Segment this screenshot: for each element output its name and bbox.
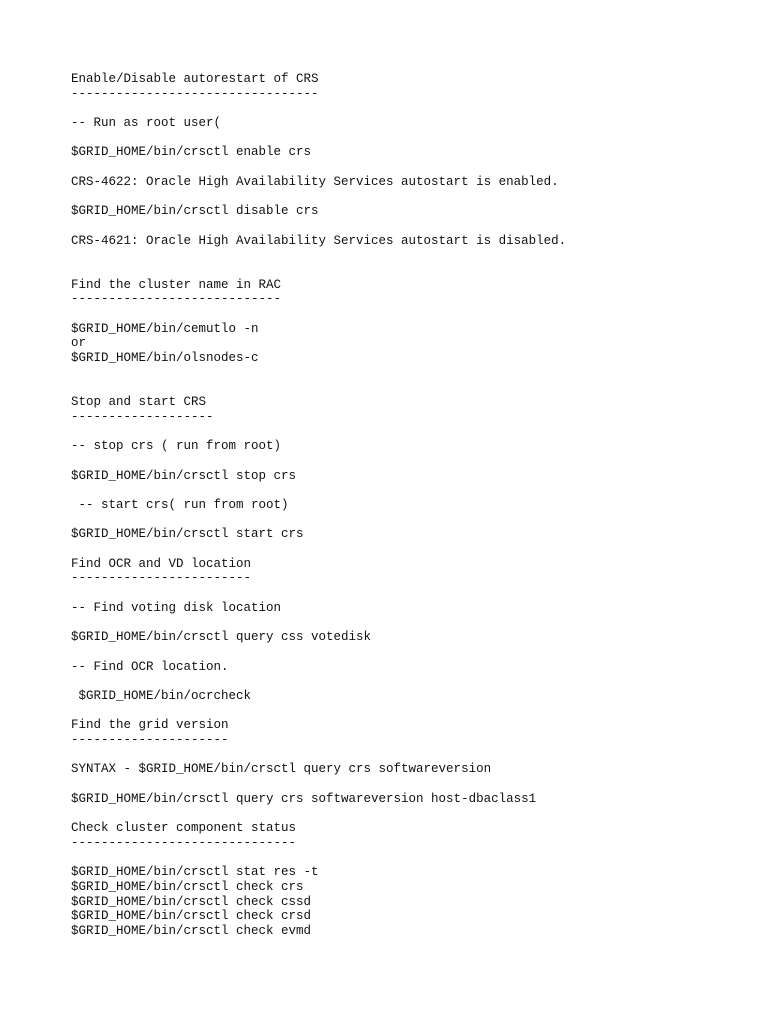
- blank-line: [71, 160, 731, 175]
- blank-line: [71, 483, 731, 498]
- blank-line: [71, 190, 731, 205]
- text-line: Find OCR and VD location: [71, 556, 252, 571]
- text-line: Find the cluster name in RAC: [71, 277, 282, 292]
- blank-line: [71, 586, 731, 601]
- text-line: $GRID_HOME/bin/crsctl check evmd: [71, 923, 312, 938]
- blank-line: [71, 380, 731, 395]
- text-line: CRS-4622: Oracle High Availability Services autostart is enabled.: [71, 174, 559, 189]
- text-line: -- Find OCR location.: [71, 659, 229, 674]
- blank-line: [71, 615, 731, 630]
- text-line: -- start crs( run from root): [71, 497, 289, 512]
- text-line: $GRID_HOME/bin/crsctl disable crs: [71, 204, 319, 219]
- blank-line: [71, 542, 731, 557]
- text-line: $GRID_HOME/bin/crsctl stat res -t: [71, 865, 319, 880]
- text-line: Stop and start CRS: [71, 395, 207, 410]
- text-line: Enable/Disable autorestart of CRS: [71, 72, 319, 86]
- heading-underline: ------------------------: [71, 571, 252, 586]
- blank-line: [71, 674, 731, 689]
- text-line: Find the grid version: [71, 718, 229, 733]
- text-line: $GRID_HOME/bin/crsctl query crs softwareversion host-dbaclass1: [71, 791, 537, 806]
- blank-line: [71, 806, 731, 821]
- heading-underline: ----------------------------: [71, 292, 282, 307]
- text-line: $GRID_HOME/bin/crsctl query css votedisk: [71, 630, 372, 645]
- text-line: $GRID_HOME/bin/crsctl check crs: [71, 879, 304, 894]
- blank-line: [71, 513, 731, 528]
- text-line: $GRID_HOME/bin/crsctl check crsd: [71, 909, 312, 924]
- text-line: $GRID_HOME/bin/crsctl stop crs: [71, 468, 297, 483]
- blank-line: [71, 645, 731, 660]
- text-line: -- stop crs ( run from root): [71, 439, 282, 454]
- blank-line: [71, 704, 731, 719]
- blank-line: [71, 366, 731, 381]
- text-line: $GRID_HOME/bin/crsctl start crs: [71, 527, 304, 542]
- document-page: [71, 72, 731, 939]
- blank-line: [71, 748, 731, 763]
- blank-line: [71, 850, 731, 865]
- heading-underline: ---------------------------------: [71, 86, 319, 101]
- heading-underline: ---------------------: [71, 732, 229, 747]
- blank-line: [71, 101, 731, 116]
- blank-line: [71, 454, 731, 469]
- text-line: Check cluster component status: [71, 821, 297, 836]
- text-line: CRS-4621: Oracle High Availability Services autostart is disabled.: [71, 233, 567, 248]
- text-line: $GRID_HOME/bin/cemutlo -n: [71, 321, 259, 336]
- text-line: $GRID_HOME/bin/ocrcheck: [71, 688, 252, 703]
- blank-line: [71, 248, 731, 263]
- text-line: or: [71, 336, 87, 351]
- blank-line: [71, 425, 731, 440]
- text-line: $GRID_HOME/bin/olsnodes-c: [71, 351, 259, 366]
- text-line: -- Run as root user(: [71, 116, 222, 131]
- blank-line: [71, 131, 731, 146]
- blank-line: [71, 263, 731, 278]
- text-line: SYNTAX - $GRID_HOME/bin/crsctl query crs softwareversion: [71, 762, 492, 777]
- heading-underline: ------------------------------: [71, 835, 297, 850]
- blank-line: [71, 777, 731, 792]
- text-line: -- Find voting disk location: [71, 600, 282, 615]
- blank-line: [71, 307, 731, 322]
- heading-underline: -------------------: [71, 409, 214, 424]
- text-line: $GRID_HOME/bin/crsctl check cssd: [71, 894, 312, 909]
- text-line: $GRID_HOME/bin/crsctl enable crs: [71, 145, 312, 160]
- blank-line: [71, 219, 731, 234]
